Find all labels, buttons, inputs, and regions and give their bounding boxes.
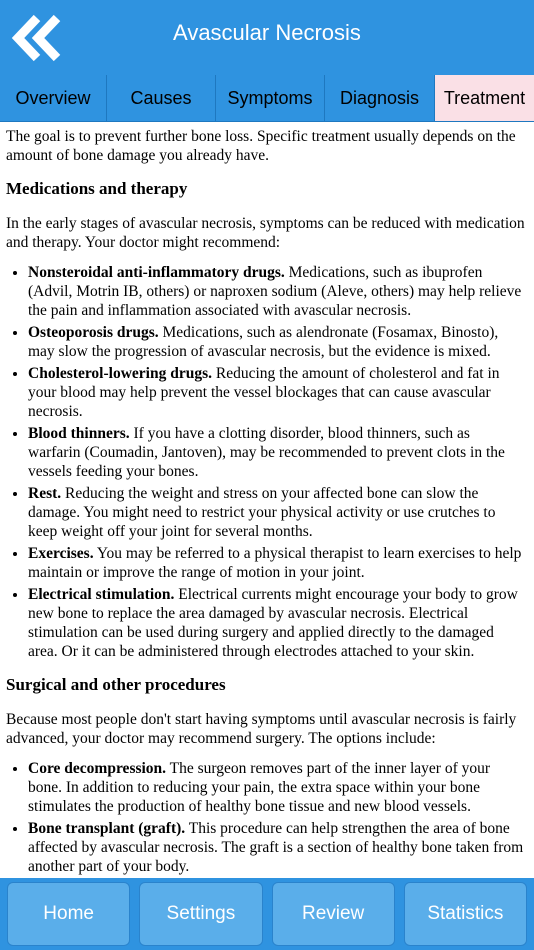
procedures-list xyxy=(6,759,526,876)
list-item-term: Osteoporosis drugs. xyxy=(28,324,159,341)
section-heading-medications: Medications and therapy xyxy=(6,179,188,198)
list-item-text: You may be referred to a physical therapist to learn exercises to help maintain or improve the range of motion in your joint. xyxy=(28,545,522,581)
list-item-text: Medications, such as ibuprofen (Advil, Motrin IB, others) or naproxen sodium (Aleve, others) may help relieve the pain and inflammation associated with avascular necrosis. xyxy=(28,264,522,319)
list-item-text: Electrical currents might encourage your body to grow new bone to replace the area damaged by avascular necrosis. Electrical stimulation can be used during surgery and applied directly to the damaged area. Or it can be administered through electrodes attached to your skin. xyxy=(28,586,518,660)
list-item-term: Cholesterol-lowering drugs. xyxy=(28,365,212,382)
list-item-text: If you have a clotting disorder, blood thinners, such as warfarin (Coumadin, Jantoven), may be recommended to prevent clots in the vessels feeding your bones. xyxy=(28,425,505,480)
list-item xyxy=(28,424,526,481)
list-item-term: Blood thinners. xyxy=(28,425,130,442)
list-item-term: Bone transplant (graft). xyxy=(28,820,186,837)
list-item-term: Core decompression. xyxy=(28,760,167,777)
section-heading-surgical: Surgical and other procedures xyxy=(6,675,226,694)
list-item xyxy=(28,364,526,421)
tab-treatment[interactable]: Treatment xyxy=(435,75,534,122)
section-paragraph: Because most people don't start having symptoms until avascular necrosis is fairly advanced, your doctor may recommend surgery. The options include: xyxy=(6,711,517,747)
list-item-term: Rest. xyxy=(28,485,62,502)
tab-causes[interactable]: Causes xyxy=(107,75,216,122)
section-paragraph: In the early stages of avascular necrosis, symptoms can be reduced with medication and therapy. Your doctor might recommend: xyxy=(6,215,525,251)
list-item-text: Reducing the weight and stress on your affected bone can slow the damage. You might need to restrict your physical activity or use crutches to keep weight off your joint for several months. xyxy=(28,485,496,540)
list-item-text: The surgeon removes part of the inner layer of your bone. In addition to reducing your pain, the extra space within your bone stimulates the production of healthy bone tissue and new blood vessels. xyxy=(28,760,491,815)
list-item xyxy=(28,819,526,876)
list-item xyxy=(28,585,526,661)
list-item xyxy=(28,323,526,361)
intro-paragraph: The goal is to prevent further bone loss. Specific treatment usually depends on the amount of bone damage you already have. xyxy=(6,128,516,164)
statistics-button[interactable]: Statistics xyxy=(404,882,527,946)
review-button[interactable]: Review xyxy=(272,882,395,946)
list-item-text: Medications, such as alendronate (Fosamax, Binosto), may slow the progression of avascular necrosis, but the evidence is mixed. xyxy=(28,324,499,360)
header-bar xyxy=(0,0,534,75)
medications-list xyxy=(6,263,526,661)
list-item xyxy=(28,263,526,320)
tab-bar xyxy=(0,75,534,122)
page-title: Avascular Necrosis xyxy=(173,20,361,45)
list-item xyxy=(28,759,526,816)
tab-symptoms[interactable]: Symptoms xyxy=(216,75,325,122)
tab-overview[interactable]: Overview xyxy=(0,75,107,122)
tab-diagnosis[interactable]: Diagnosis xyxy=(325,75,435,122)
list-item-text: Reducing the amount of cholesterol and fat in your blood may help prevent the vessel blockages that can cause avascular necrosis. xyxy=(28,365,500,420)
article-content[interactable] xyxy=(0,122,534,878)
list-item-term: Nonsteroidal anti-inflammatory drugs. xyxy=(28,264,285,281)
list-item-text: This procedure can help strengthen the area of bone affected by avascular necrosis. The graft is a section of healthy bone taken from another part of your body. xyxy=(28,820,524,875)
home-button[interactable]: Home xyxy=(7,882,130,946)
settings-button[interactable]: Settings xyxy=(139,882,262,946)
list-item xyxy=(28,484,526,541)
list-item xyxy=(28,544,526,582)
list-item-term: Electrical stimulation. xyxy=(28,586,175,603)
footer-bar xyxy=(0,878,534,950)
list-item-term: Exercises. xyxy=(28,545,94,562)
